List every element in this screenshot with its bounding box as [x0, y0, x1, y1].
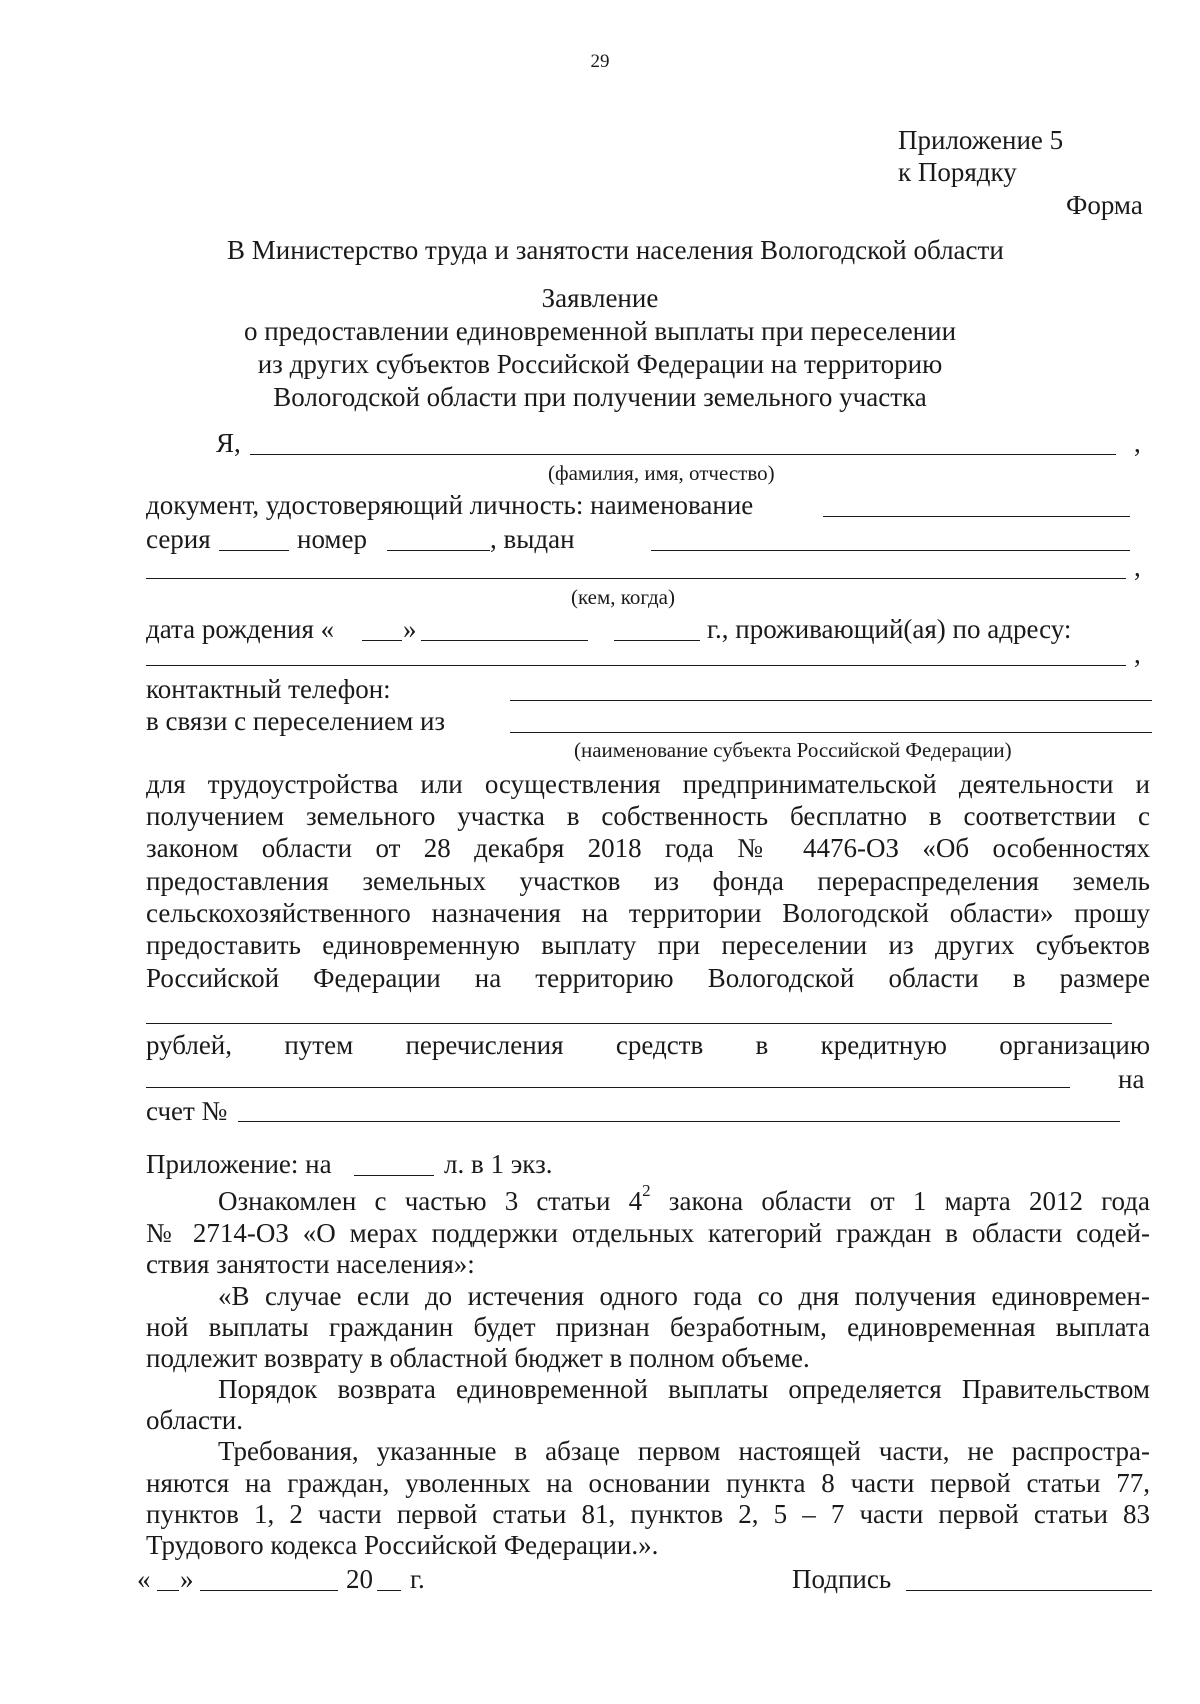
relocation-line[interactable] [510, 732, 1152, 733]
birth-year-line[interactable] [614, 640, 700, 641]
issued-line-2[interactable] [146, 578, 1126, 579]
subject-hint: (наименование субъекта Российской Федерации) [574, 738, 1012, 762]
title-line-1: Заявление [541, 283, 659, 313]
issued-comma: , [1134, 552, 1141, 582]
amount-line[interactable] [146, 1023, 1112, 1024]
acquainted-line-3: ствия занятости населения»: [146, 1249, 475, 1279]
appendix-label: Приложение 5 [898, 125, 1064, 155]
issued-line-1[interactable] [651, 550, 1130, 551]
phone-line[interactable] [510, 700, 1152, 701]
body-line-4: предоставления земельных участков из фонда перераспределения земель [146, 866, 1150, 896]
title-line-4: Вологодской области при получении земельного участка [273, 382, 927, 412]
issued-label: , выдан [490, 524, 575, 554]
signature-line[interactable] [906, 1590, 1152, 1591]
birth-label: дата рождения « [146, 614, 335, 644]
acquainted-line-1: Ознакомлен с частью 3 статьи $4^2$ закона области от 1 марта 2012 года [218, 1181, 1150, 1216]
body-line-1: для трудоустройства или осуществления предпринимательской деятельности и [146, 769, 1150, 799]
attachment-prefix: Приложение: на [146, 1149, 332, 1179]
birth-day-line[interactable] [362, 640, 402, 641]
relocation-label: в связи с переселением из [146, 706, 446, 736]
birth-tail: г., проживающий(ая) по адресу: [707, 614, 1072, 644]
footer-year: 20 [346, 1564, 373, 1594]
doc-label: документ, удостоверяющий личность: наименование [146, 490, 754, 520]
account-label: счет № [146, 1096, 228, 1126]
footer-year-line[interactable] [377, 1590, 401, 1591]
quote-line-2: ной выплаты гражданин будет признан безработным, единовременная выплата [146, 1312, 1150, 1342]
footer-day-line[interactable] [157, 1590, 179, 1591]
doc-name-line[interactable] [823, 516, 1130, 517]
i-label: Я, [216, 428, 241, 458]
procedure-line-1: Порядок возврата единовременной выплаты определяется Правительством [218, 1374, 1150, 1404]
page-number: 29 [590, 51, 610, 72]
address-line[interactable] [146, 665, 1126, 666]
quote-line-3: подлежит возврату в областной бюджет в полном объеме. [146, 1343, 810, 1373]
fio-line[interactable] [250, 454, 1116, 455]
requirements-line-4: Трудового кодекса Российской Федерации.». [146, 1530, 659, 1560]
signature-label: Подпись [792, 1564, 892, 1594]
footer-month-line[interactable] [200, 1590, 338, 1591]
number-line[interactable] [387, 550, 490, 551]
attachment-suffix: л. в 1 экз. [444, 1149, 553, 1179]
body-line-7: Российской Федерации на территорию Вологодской области в размере [146, 963, 1150, 993]
body-line-5: сельскохозяйственного назначения на территории Вологодской области» прошу [146, 898, 1150, 928]
address-comma: , [1134, 639, 1141, 669]
footer-date-close: » [180, 1564, 194, 1594]
superscript: 2 [642, 1181, 651, 1200]
to-order-label: к Порядку [898, 157, 1017, 187]
requirements-line-3: пунктов 1, 2 части первой статьи 81, пунктов 2, 5 – 7 части первой статьи 83 [146, 1499, 1150, 1529]
attachment-pages-line[interactable] [354, 1175, 434, 1176]
form-label: Форма [1066, 190, 1143, 220]
bank-line[interactable] [146, 1087, 1070, 1088]
body-line-2: получением земельного участка в собственность бесплатно в соответствии с [146, 801, 1150, 831]
title-line-3: из других субъектов Российской Федерации на территорию [257, 349, 943, 379]
title-line-2: о предоставлении единовременной выплаты при переселении [243, 316, 957, 346]
number-label: номер [297, 524, 368, 554]
acquainted-line-2: № 2714-ОЗ «О мерах поддержки отдельных категорий граждан в области содей- [146, 1218, 1150, 1248]
addressee: В Министерство труда и занятости населения Вологодской области [227, 235, 1004, 265]
footer-date-open: « [137, 1564, 151, 1594]
phone-label: контактный телефон: [146, 674, 391, 704]
quote-line-1: «В случае если до истечения одного года со дня получения единовремен- [218, 1281, 1150, 1311]
procedure-line-2: области. [146, 1405, 244, 1435]
body-line-3: законом области от 28 декабря 2018 года № 4476-ОЗ «Об особенностях [146, 833, 1150, 863]
issued-hint: (кем, когда) [571, 585, 675, 609]
series-label: серия [146, 524, 211, 554]
body-line-6: предоставить единовременную выплату при переселении из других субъектов [146, 930, 1150, 960]
account-line[interactable] [238, 1121, 1120, 1122]
requirements-line-1: Требования, указанные в абзаце первом настоящей части, не распростра- [218, 1436, 1150, 1466]
payment-line: рублей, путем перечисления средств в кредитную организацию [146, 1030, 1150, 1060]
na-label: на [1118, 1064, 1145, 1094]
birth-quote-close: » [403, 614, 417, 644]
fio-hint: (фамилия, имя, отчество) [548, 461, 775, 485]
fio-comma: , [1134, 428, 1141, 458]
series-line[interactable] [219, 550, 289, 551]
footer-year-suffix: г. [410, 1564, 425, 1594]
requirements-line-2: няются на граждан, уволенных на основании пункта 8 части первой статьи 77, [146, 1468, 1150, 1498]
birth-month-line[interactable] [421, 640, 588, 641]
